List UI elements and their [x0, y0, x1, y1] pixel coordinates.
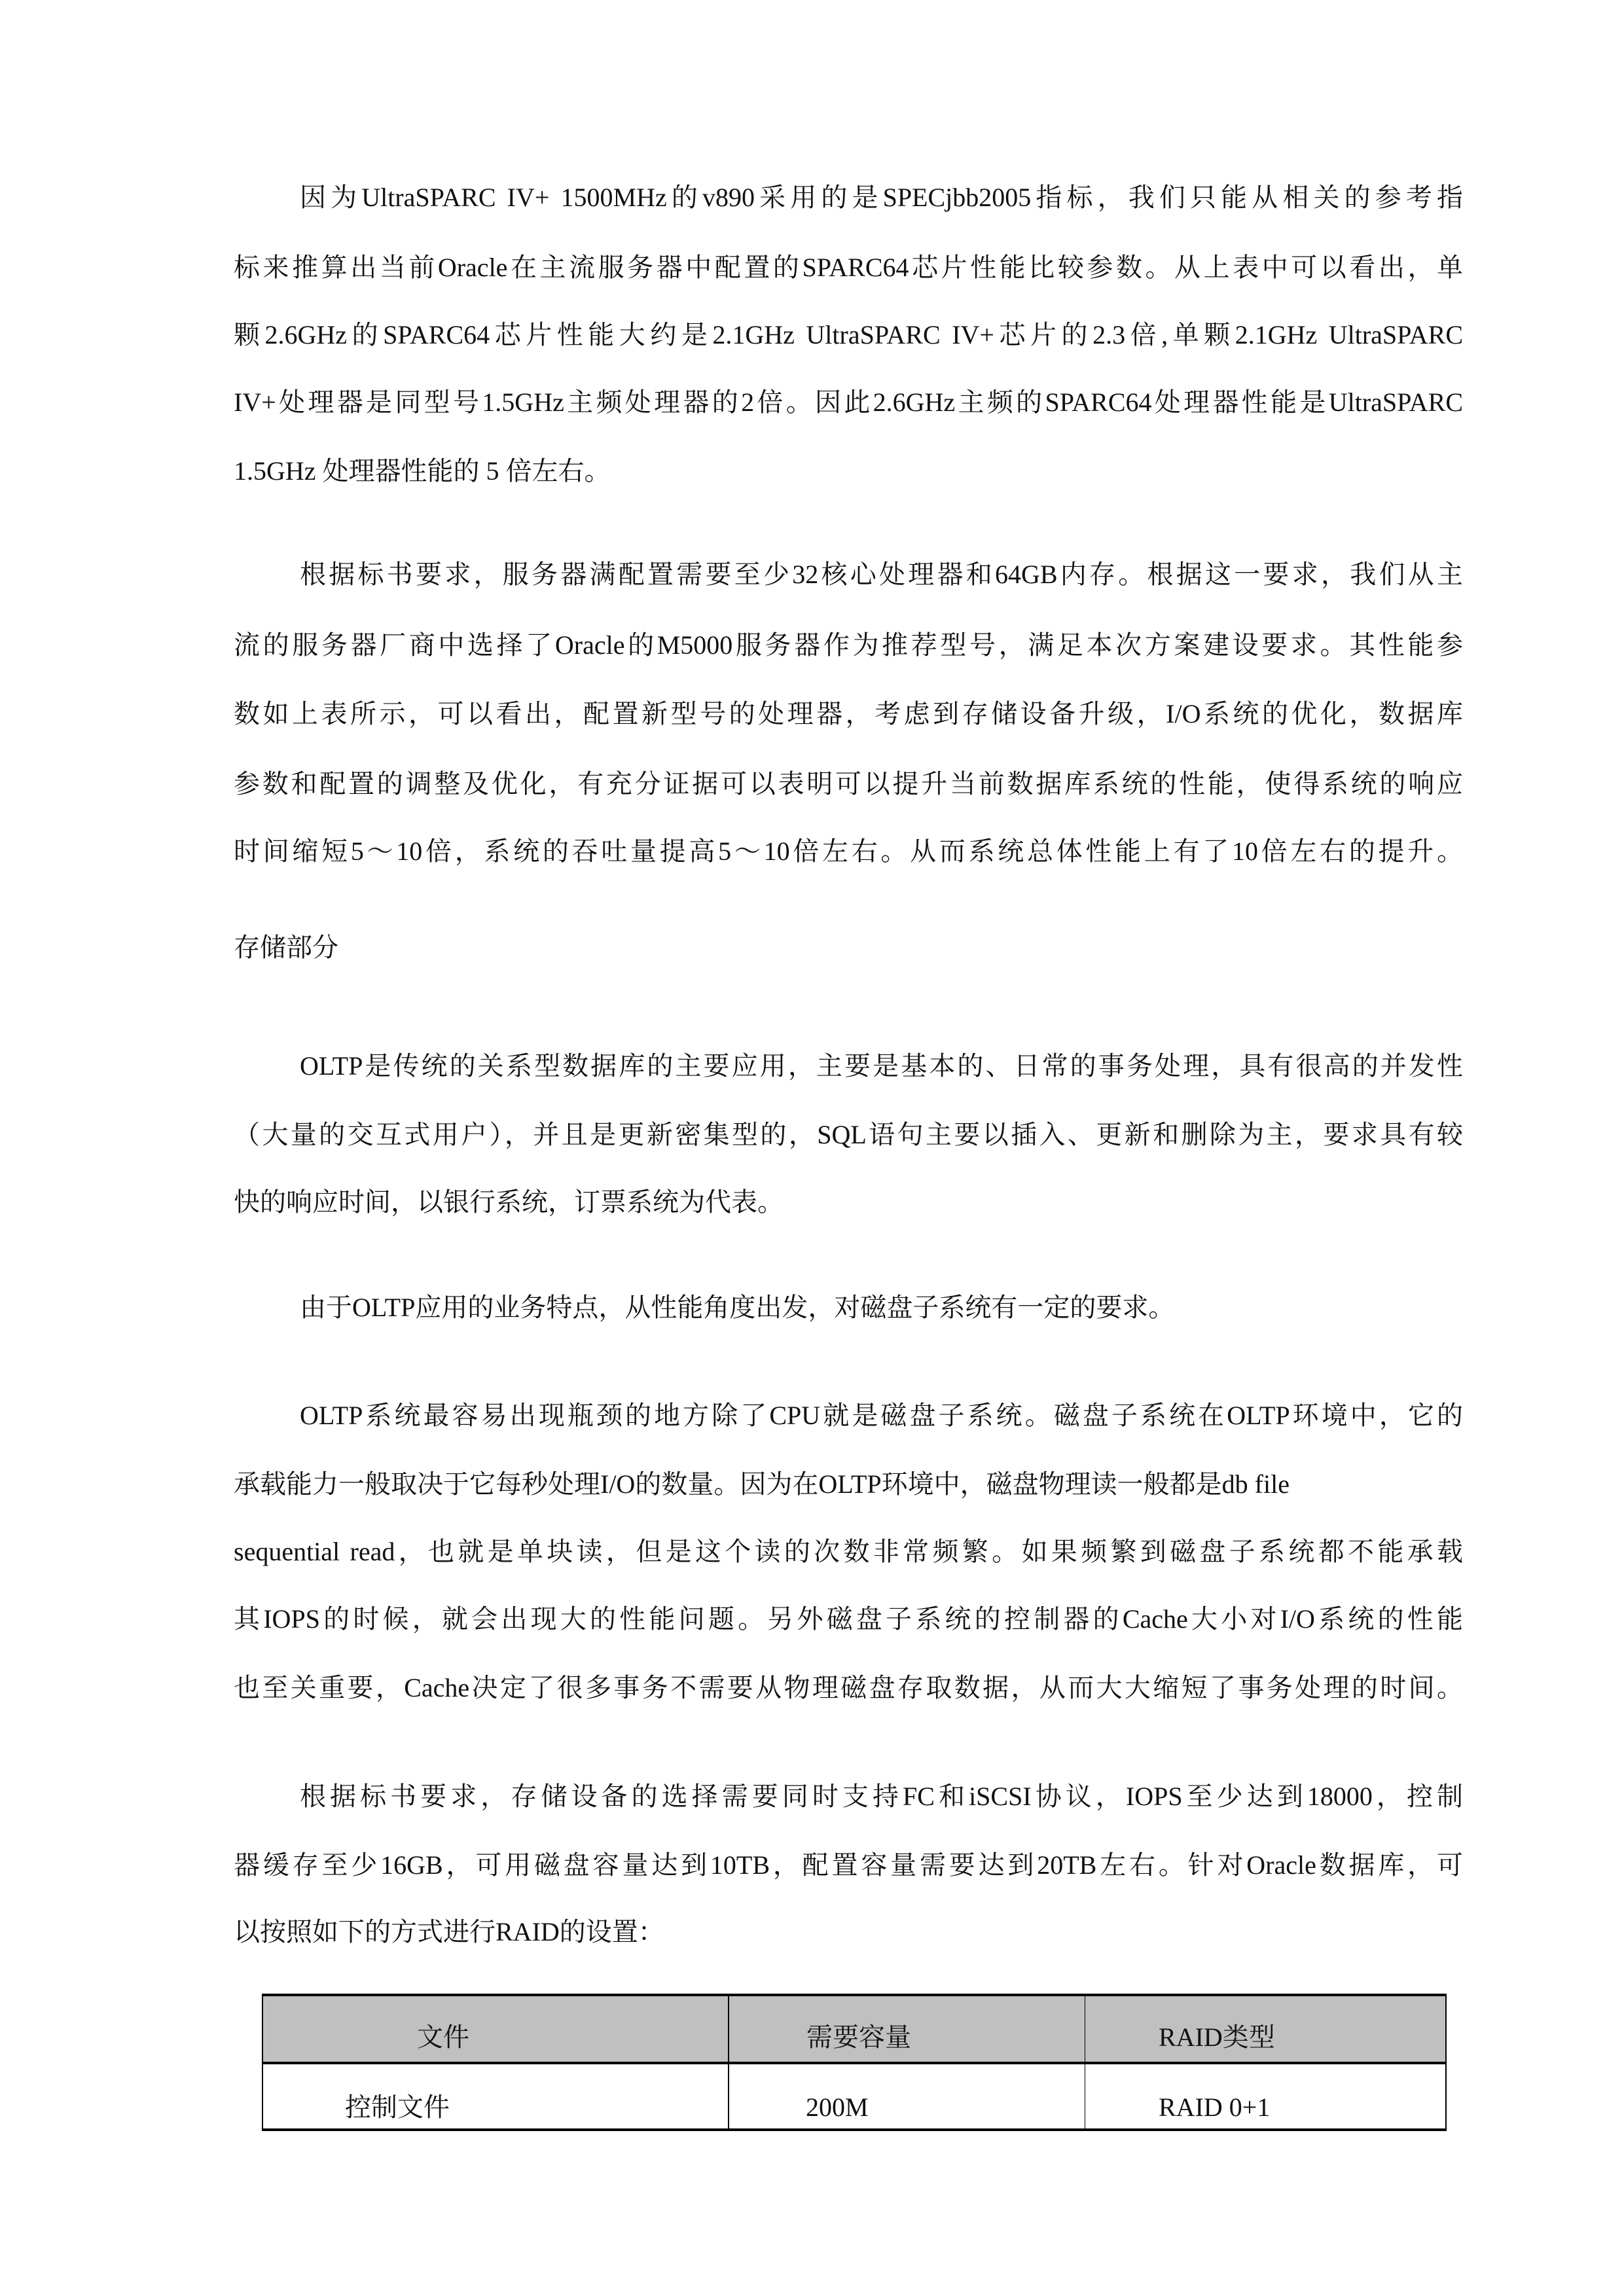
- text-line: 1.5GHz 处理器性能的 5 倍左右。: [234, 456, 611, 486]
- table-right-border: [1445, 1994, 1447, 2131]
- text-line: （大量的交互式用户），并且是更新密集型的，SQL语句主要以插入、更新和删除为主，要求具有较: [234, 1120, 1463, 1149]
- text-line: 也至关重要，Cache决定了很多事务不需要从物理磁盘存取数据，从而大大缩短了事务处理的时间。: [234, 1673, 1463, 1702]
- text-line: 数如上表所示，可以看出，配置新型号的处理器，考虑到存储设备升级，I/O系统的优化，数据库: [234, 699, 1463, 728]
- text-line: OLTP系统最容易出现瓶颈的地方除了CPU就是磁盘子系统。磁盘子系统在OLTP环境中，它的: [300, 1401, 1463, 1430]
- table-header-divider: [262, 2062, 1447, 2064]
- text-line: 其IOPS的时候，就会出现大的性能问题。另外磁盘子系统的控制器的Cache大小对I/O系统的性能: [234, 1604, 1463, 1634]
- text-line: sequential read，也就是单块读，但是这个读的次数非常频繁。如果频繁到磁盘子系统都不能承载: [234, 1537, 1463, 1566]
- column-divider: [728, 1994, 729, 2131]
- text-line: 因为UltraSPARC IV+ 1500MHz的v890采用的是SPECjbb2005指标，我们只能从相关的参考指: [300, 183, 1463, 212]
- text-line: 根据标书要求，服务器满配置需要至少32核心处理器和64GB内存。根据这一要求，我们从主: [300, 560, 1463, 589]
- text-line: 承载能力一般取决于它每秒处理I/O的数量。因为在OLTP环境中，磁盘物理读一般都是db file: [234, 1469, 1290, 1499]
- text-line: 以按照如下的方式进行RAID的设置：: [234, 1917, 664, 1946]
- table-left-border: [262, 1994, 263, 2131]
- table-top-border: [262, 1994, 1447, 1996]
- text-line: 器缓存至少16GB，可用磁盘容量达到10TB，配置容量需要达到20TB左右。针对Oracle数据库，可: [234, 1850, 1463, 1880]
- raid-table: [262, 1994, 1447, 2131]
- text-line: 流的服务器厂商中选择了Oracle的M5000服务器作为推荐型号，满足本次方案建设要求。其性能参: [234, 630, 1463, 660]
- text-line: 时间缩短5～10倍，系统的吞吐量提高5～10倍左右。从而系统总体性能上有了10倍左右的提升。: [234, 836, 1463, 866]
- table-header-file: 文件: [417, 2022, 469, 2052]
- text-line: 根据标书要求，存储设备的选择需要同时支持FC和iSCSI协议，IOPS至少达到18000，控制: [300, 1782, 1463, 1811]
- text-line: 标来推算出当前Oracle在主流服务器中配置的SPARC64芯片性能比较参数。从上表中可以看出，单: [234, 253, 1463, 282]
- text-line: 参数和配置的调整及优化，有充分证据可以表明可以提升当前数据库系统的性能，使得系统的响应: [234, 769, 1463, 798]
- text-line: OLTP是传统的关系型数据库的主要应用，主要是基本的、日常的事务处理，具有很高的并发性: [300, 1051, 1463, 1081]
- text-line: 快的响应时间，以银行系统，订票系统为代表。: [234, 1187, 784, 1217]
- text-line: IV+处理器是同型号1.5GHz主频处理器的2倍。因此2.6GHz主频的SPARC64处理器性能是UltraSPARC: [234, 387, 1463, 417]
- table-header-raid-type: RAID类型: [1159, 2022, 1275, 2052]
- text-line: 颗2.6GHz的SPARC64芯片性能大约是2.1GHz UltraSPARC IV+芯片的2.3倍,单颗2.1GHz UltraSPARC: [234, 320, 1463, 350]
- table-cell: RAID 0+1: [1159, 2092, 1271, 2122]
- table-cell: 控制文件: [345, 2092, 450, 2122]
- table-header-capacity: 需要容量: [806, 2022, 911, 2052]
- paragraph-4: 由于OLTP应用的业务特点，从性能角度出发，对磁盘子系统有一定的要求。: [300, 1293, 1175, 1322]
- table-cell: 200M: [806, 2092, 869, 2122]
- section-heading: 存储部分: [234, 933, 338, 962]
- table-bottom-border: [262, 2128, 1447, 2131]
